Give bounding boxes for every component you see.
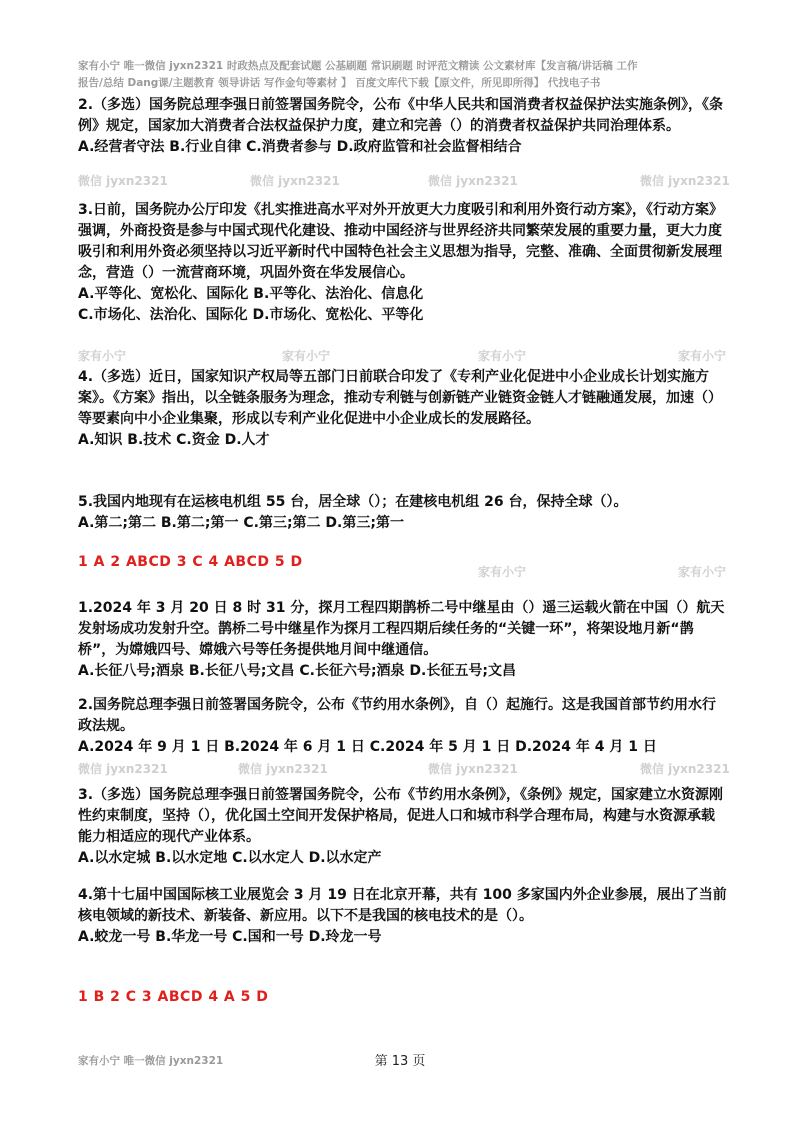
- question-stem: 2.国务院总理李强日前签署国务院令，公布《节约用水条例》，自（）起施行。这是我国首部节约用水行政法规。: [78, 697, 717, 734]
- question-options: A.2024 年 9 月 1 日 B.2024 年 6 月 1 日 C.2024 年 5 月 1 日 D.2024 年 4 月 1 日: [78, 739, 657, 755]
- question-options: C.市场化、法治化、国际化 D.市场化、宽松化、平等化: [78, 307, 424, 323]
- question-options: A.知识 B.技术 C.资金 D.人才: [78, 432, 270, 448]
- watermark-jiayou: 家有小宁: [282, 349, 331, 363]
- question-block: [78, 598, 728, 682]
- question-options: A.以水定城 B.以水定地 C.以水定人 D.以水定产: [78, 850, 382, 866]
- watermark-wechat: 微信 jyxn2321: [78, 762, 168, 776]
- watermark-jiayou: 家有小宁: [678, 349, 727, 363]
- footer-watermark: 家有小宁 唯一微信 jyxn2321: [78, 1055, 224, 1067]
- question-options: A.平等化、宽松化、国际化 B.平等化、法治化、信息化: [78, 286, 424, 302]
- question-block: [78, 885, 728, 948]
- watermark-wechat: 微信 jyxn2321: [78, 174, 168, 188]
- watermark-jiayou: 家有小宁: [478, 349, 527, 363]
- header-line-1: 家有小宁 唯一微信 jyxn2321 时政热点及配套试题 公基刷题 常识刷题 时评范文精读 公文素材库【发言稿/讲话稿 工作: [78, 60, 638, 72]
- question-block: [78, 200, 728, 326]
- question-options: A.经营者守法 B.行业自律 C.消费者参与 D.政府监管和社会监督相结合: [78, 139, 522, 155]
- watermark-wechat: 微信 jyxn2321: [428, 762, 518, 776]
- answer-key: 1 B 2 C 3 ABCD 4 A 5 D: [78, 989, 269, 1005]
- header-line-2: 报告/总结 Dang课/主题教育 领导讲话 写作金句等素材 】 百度文库代下载【原文件，所见即所得】 代找电子书: [78, 77, 601, 89]
- watermark-jiayou: 家有小宁: [678, 565, 727, 579]
- page-number: 第 13 页: [374, 1054, 426, 1069]
- question-stem: 3.日前，国务院办公厅印发《扎实推进高水平对外开放更大力度吸引和利用外资行动方案》，《行动方案》强调，外商投资是参与中国式现代化建设、推动中国经济与世界经济共同繁荣发展的重要力量，更大力度吸引和利用外资必须坚持以习近平新时代中国特色社会主义思想为指导，完整、准确、全面贯彻新发展理念，营造（）一流营商环境，巩固外资在华发展信心。: [78, 202, 724, 281]
- watermark-wechat: 微信 jyxn2321: [250, 174, 340, 188]
- question-stem: 4.（多选）近日，国家知识产权局等五部门日前联合印发了《专利产业化促进中小企业成长计划实施方案》。《方案》指出，以全链条服务为理念，推动专利链与创新链产业链资金链人才链融通发展，加速（）等要素向中小企业集聚，形成以专利产业化促进中小企业成长的发展路径。: [78, 369, 722, 427]
- question-block: [78, 95, 728, 158]
- question-options: A.第二;第二 B.第二;第一 C.第三;第二 D.第三;第一: [78, 515, 404, 531]
- question-stem: 1.2024 年 3 月 20 日 8 时 31 分，探月工程四期鹊桥二号中继星由（）遥三运载火箭在中国（）航天发射场成功发射升空。鹊桥二号中继星作为探月工程四期后续任务的“关键一环”，将架设地月新“鹊桥”，为嫦娥四号、嫦娥六号等任务提供地月间中继通信。: [78, 600, 725, 658]
- question-block: [78, 695, 728, 758]
- watermark-jiayou: 家有小宁: [78, 349, 127, 363]
- question-options: A.蛟龙一号 B.华龙一号 C.国和一号 D.玲龙一号: [78, 929, 382, 945]
- watermark-wechat: 微信 jyxn2321: [428, 174, 518, 188]
- question-stem: 3.（多选）国务院总理李强日前签署国务院令，公布《节约用水条例》，《条例》规定，国家建立水资源刚性约束制度，坚持（），优化国土空间开发保护格局，促进人口和城市科学合理布局，构建与水资源承载能力相适应的现代产业体系。: [78, 787, 724, 845]
- question-block: [78, 492, 728, 534]
- watermark-wechat: 微信 jyxn2321: [640, 762, 730, 776]
- question-options: A.长征八号;酒泉 B.长征八号;文昌 C.长征六号;酒泉 D.长征五号;文昌: [78, 663, 516, 679]
- answer-key: 1 A 2 ABCD 3 C 4 ABCD 5 D: [78, 554, 303, 570]
- watermark-wechat: 微信 jyxn2321: [238, 762, 328, 776]
- question-stem: 5.我国内地现有在运核电机组 55 台，居全球（）；在建核电机组 26 台，保持全球（）。: [78, 494, 628, 510]
- watermark-jiayou: 家有小宁: [478, 565, 527, 579]
- watermark-wechat: 微信 jyxn2321: [640, 174, 730, 188]
- question-block: [78, 785, 728, 869]
- page-header: [78, 58, 728, 92]
- question-block: [78, 367, 728, 451]
- question-stem: 4.第十七届中国国际核工业展览会 3 月 19 日在北京开幕，共有 100 多家国内外企业参展，展出了当前核电领域的新技术、新装备、新应用。以下不是我国的核电技术的是（）。: [78, 887, 727, 924]
- question-stem: 2.（多选）国务院总理李强日前签署国务院令，公布《中华人民共和国消费者权益保护法实施条例》，《条例》规定，国家加大消费者合法权益保护力度，建立和完善（）的消费者权益保护共同治理体系。: [78, 97, 724, 134]
